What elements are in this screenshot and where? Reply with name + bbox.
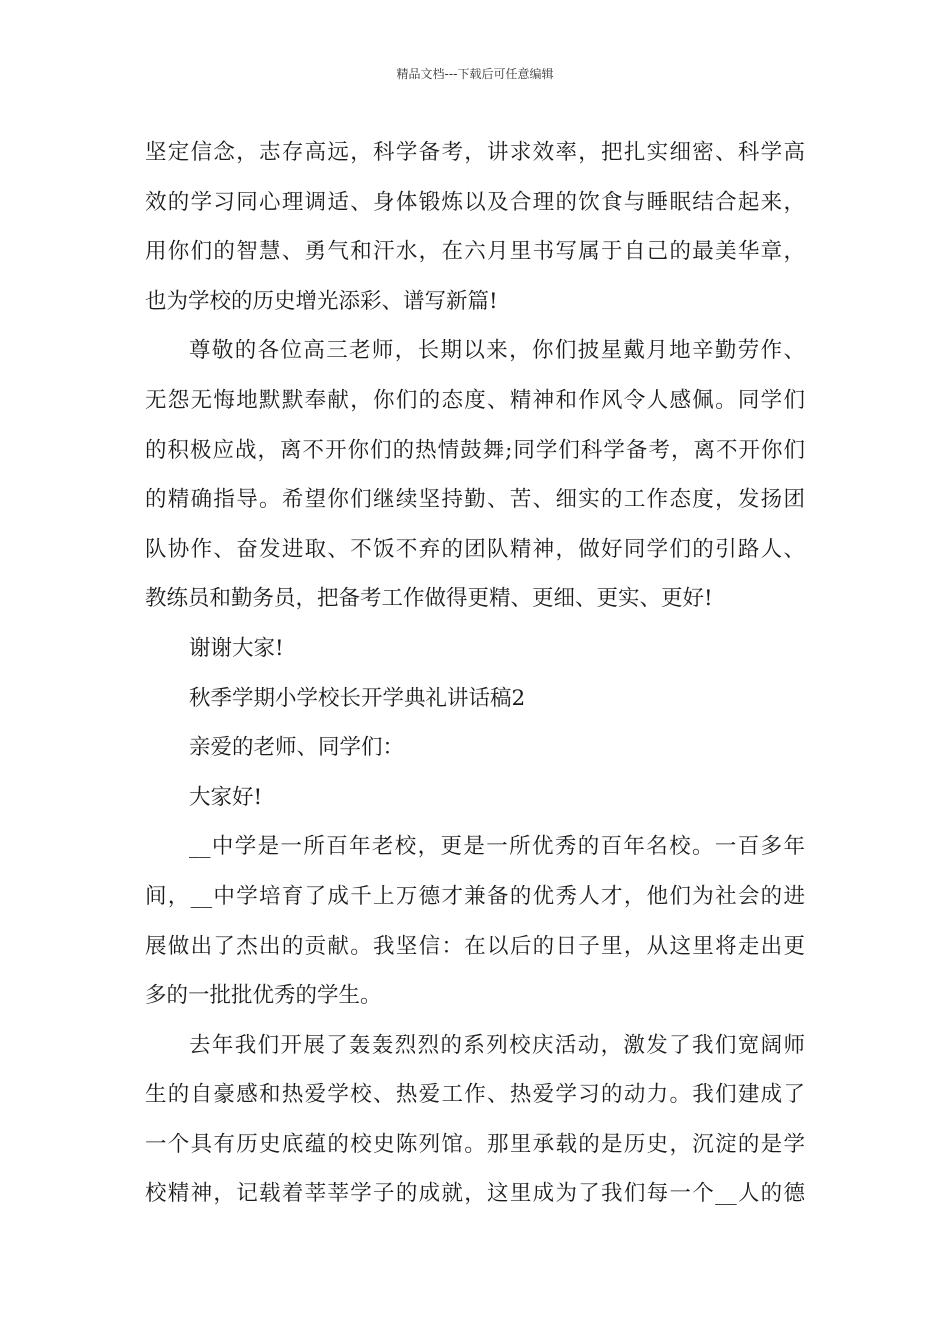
text-line: 一个具有历史底蕴的校史陈列馆。那里承载的是历史，沉淀的是学 [145,1131,805,1157]
text-line: 秋季学期小学校长开学典礼讲话稿2 [189,685,526,711]
text-line: 用你们的智慧、勇气和汗水，在六月里书写属于自己的最美华章， [145,239,805,265]
text-line: 也为学校的历史增光添彩、谱写新篇! [145,288,498,314]
text-line: 坚定信念，志存高远，科学备考，讲求效率，把扎实细密、科学高 [145,140,805,165]
text-line: 间，__中学培育了成千上万德才兼备的优秀人才，他们为社会的进 [145,883,805,909]
text-line: __中学是一所百年老校，更是一所优秀的百年名校。一百多年 [189,834,805,860]
page-header: 精品文档---下载后可任意编辑 [396,67,554,81]
text-line: 效的学习同心理调适、身体锻炼以及合理的饮食与睡眠结合起来， [145,189,805,215]
text-line: 生的自豪感和热爱学校、热爱工作、热爱学习的动力。我们建成了 [145,1082,805,1108]
text-line: 多的一批批优秀的学生。 [145,983,382,1009]
text-line: 谢谢大家! [189,635,284,661]
text-line: 的精确指导。希望你们继续坚持勤、苦、细实的工作态度，发扬团 [145,487,805,513]
text-line: 队协作、奋发进取、不饭不弃的团队精神，做好同学们的引路人、 [145,536,805,562]
text-line: 的积极应战，离不开你们的热情鼓舞;同学们科学备考，离不开你们 [145,437,805,463]
text-line: 教练员和勤务员，把备考工作做得更精、更细、更实、更好! [145,586,713,612]
text-line: 尊敬的各位高三老师，长期以来，你们披星戴月地辛勤劳作、 [189,338,805,364]
text-line: 大家好! [189,784,263,810]
text-line: 无怨无悔地默默奉献，你们的态度、精神和作风令人感佩。同学们 [145,387,805,413]
text-line: 校精神，记载着莘莘学子的成就，这里成为了我们每一个__人的德 [145,1181,805,1207]
text-line: 亲爱的老师、同学们： [189,735,405,761]
document-body [145,128,805,1219]
text-line: 去年我们开展了轰轰烈烈的系列校庆活动，激发了我们宽阔师 [189,1032,805,1058]
text-line: 展做出了杰出的贡献。我坚信：在以后的日子里，从这里将走出更 [145,933,805,959]
